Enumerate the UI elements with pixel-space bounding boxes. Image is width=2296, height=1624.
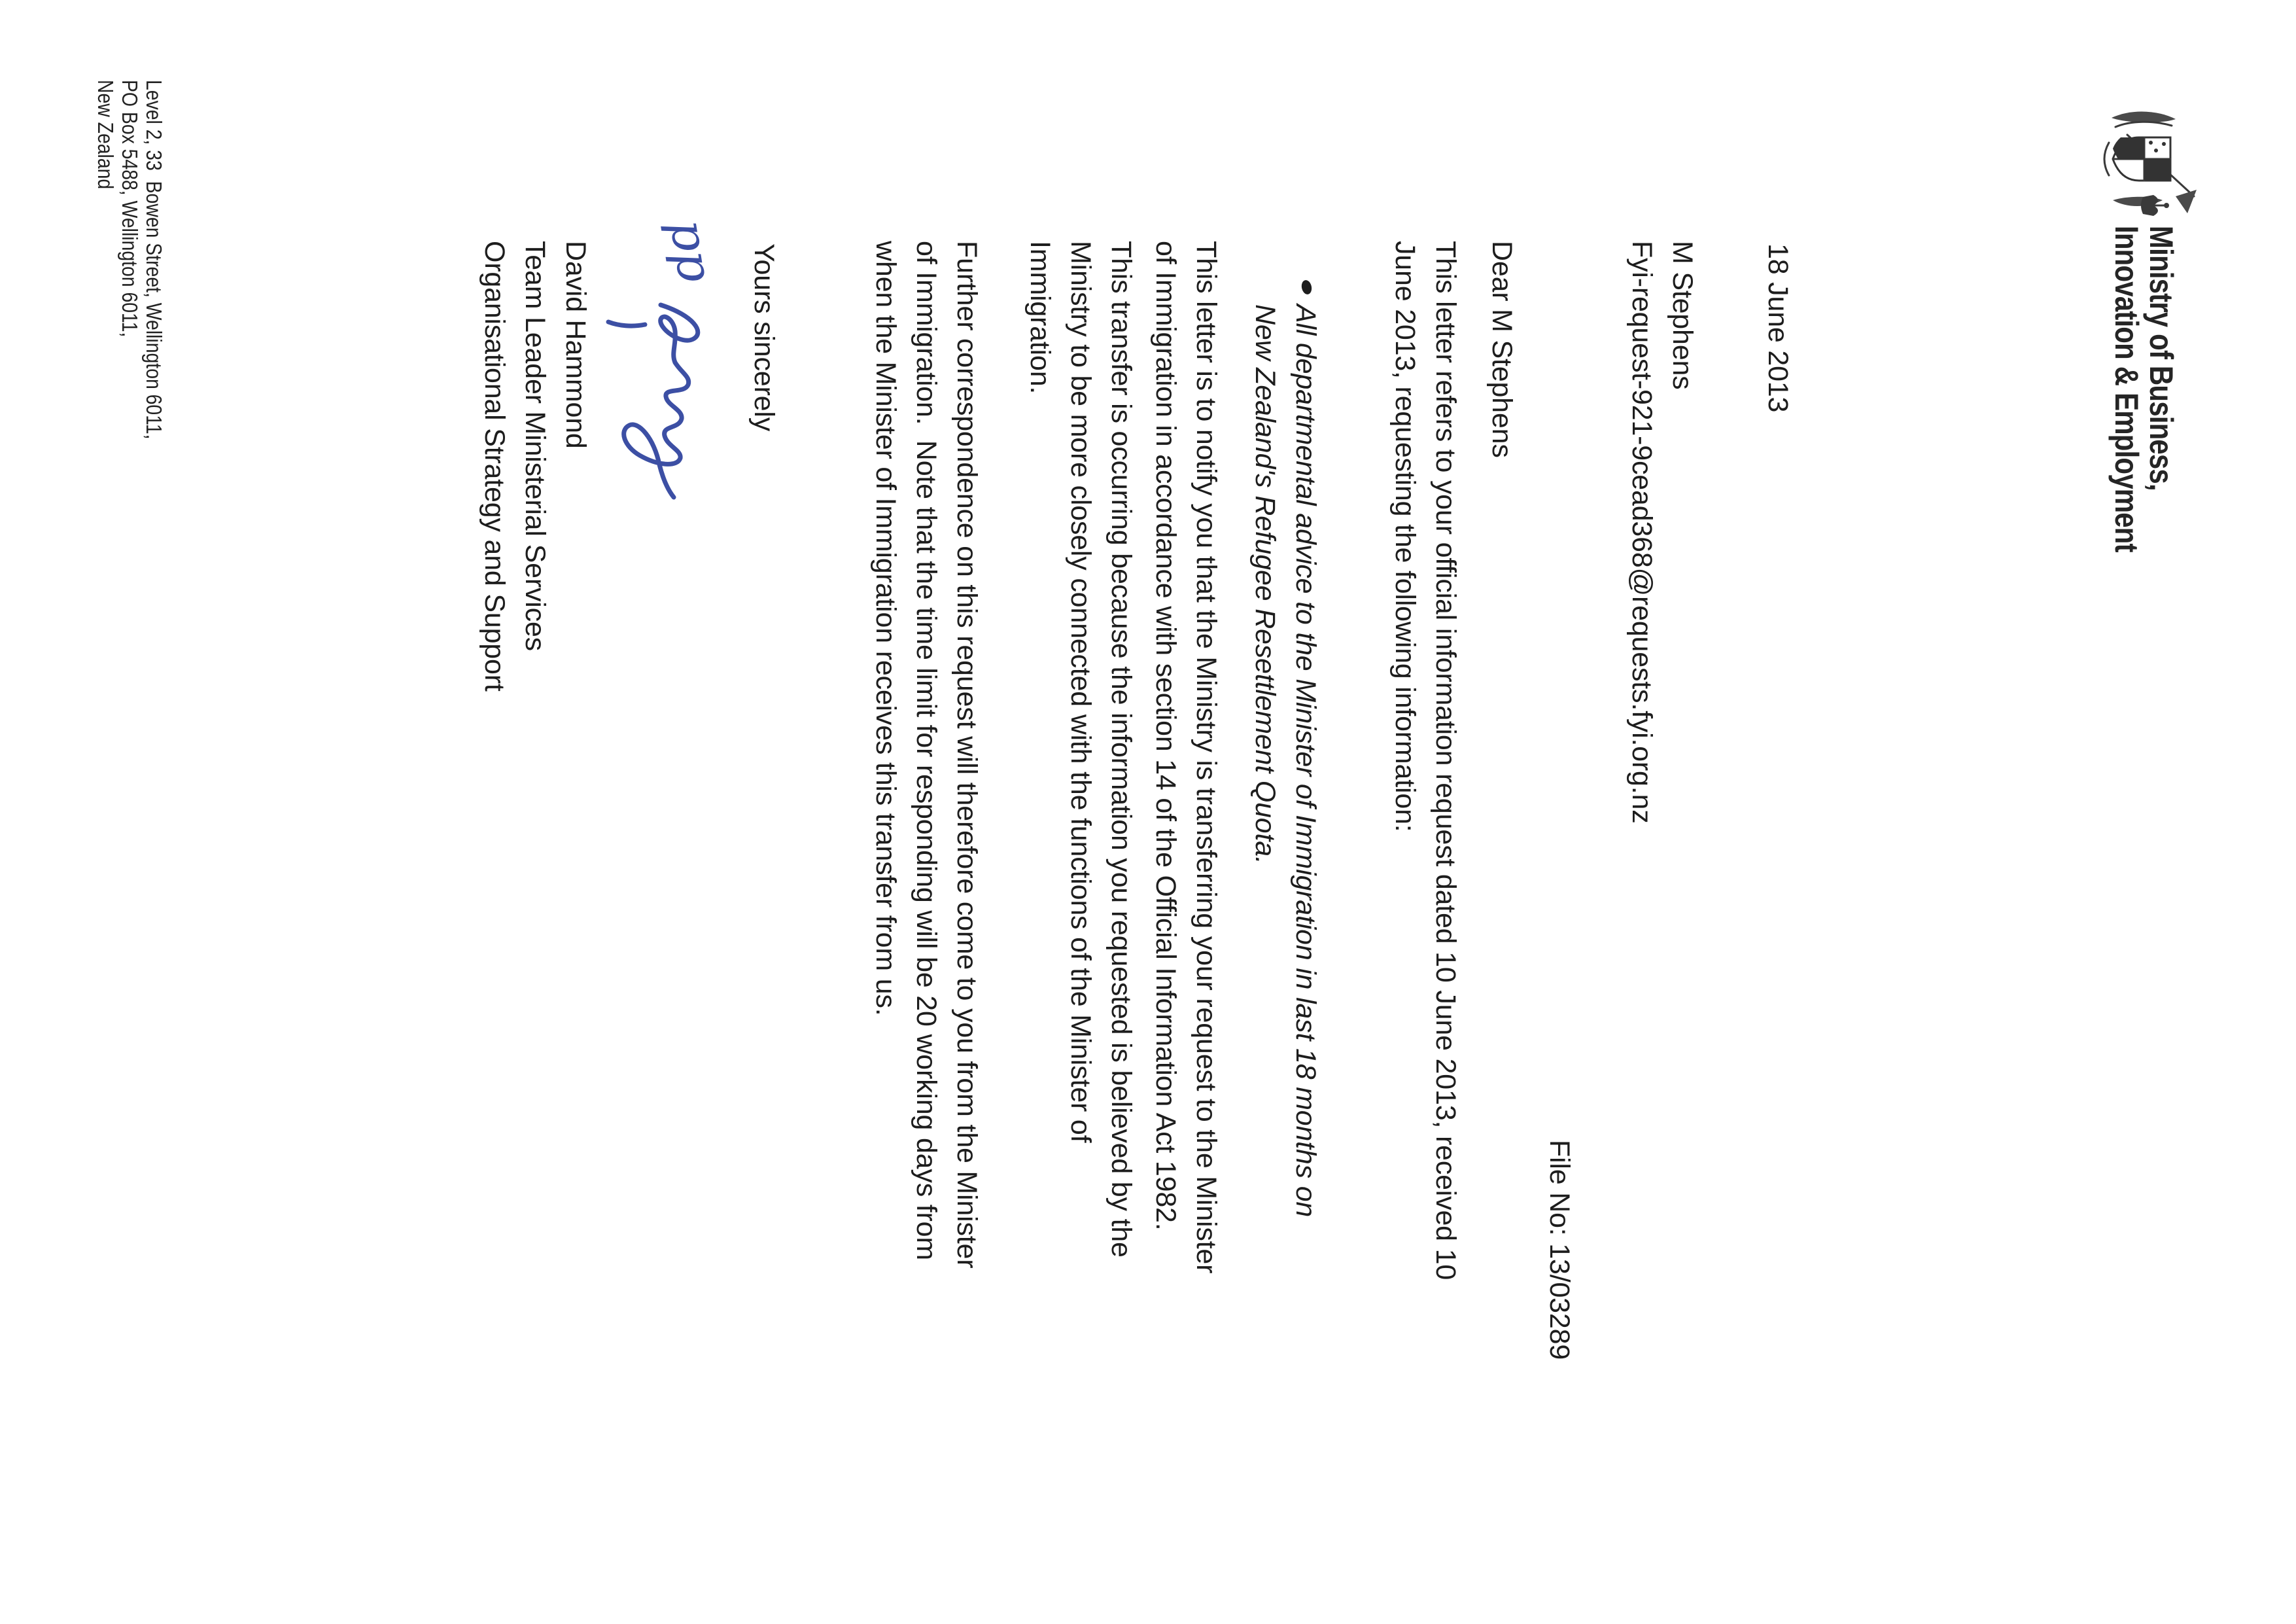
recipient-email: Fyi-request-921-9cead368@requests.fyi.org.nz	[1626, 241, 1658, 824]
bullet-icon	[1300, 279, 1313, 296]
footer-address-line-1: Level 2, 33 Bowen Street, Wellington 6011,	[142, 80, 166, 440]
paragraph-1-line-2: June 2013, requesting the following information:	[1389, 241, 1421, 832]
nz-coat-of-arms-icon	[2087, 97, 2204, 224]
paragraph-2-line-1: This letter is to notify you that the Ministry is transferring your request to the Minister	[1191, 241, 1222, 1274]
signatory-title-1: Team Leader Ministerial Services	[519, 241, 551, 651]
paragraph-4-line-3: when the Minister of Immigration receives this transfer from us.	[870, 241, 901, 1016]
letterhead-org-name	[2109, 226, 2178, 552]
paragraph-2-line-2: of Immigration in accordance with section 14 of the Official Information Act 1982.	[1150, 241, 1181, 1231]
paragraph-3-line-1: This transfer is occurring because the information you requested is believed by the	[1105, 241, 1137, 1258]
footer-address-line-2: PO Box 5488, Wellington 6011,	[118, 80, 142, 338]
letter-date: 18 June 2013	[1762, 243, 1794, 413]
salutation: Dear M Stephens	[1486, 241, 1518, 458]
file-number: File No: 13/03289	[1544, 1140, 1575, 1360]
paragraph-4-line-1: Further correspondence on this request will therefore come to you from the Minister	[951, 241, 983, 1269]
paragraph-4-line-2: of Immigration. Note that the time limit for responding will be 20 working days from	[911, 241, 942, 1260]
org-line2: Innovation & Employment	[2108, 226, 2145, 552]
paragraph-3-line-2: Ministry to be more closely connected with the functions of the Minister of	[1065, 241, 1096, 1143]
bullet-request-line-2: New Zealand's Refugee Resettlement Quota.	[1249, 304, 1281, 864]
signatory-title-2: Organisational Strategy and Support	[479, 241, 510, 692]
valediction: Yours sincerely	[748, 243, 780, 431]
signatory-name: David Hammond	[560, 241, 591, 449]
org-line1: Ministry of Business,	[2143, 226, 2180, 491]
paragraph-3-line-3: Immigration.	[1024, 241, 1056, 395]
handwritten-signature-icon	[593, 216, 723, 517]
paragraph-1-line-1: This letter refers to your official information request dated 10 June 2013, received 10	[1430, 241, 1461, 1280]
signature-pp-note: pp	[659, 215, 724, 286]
bullet-request-line-1: All departmental advice to the Minister of Immigration in last 18 months on	[1290, 304, 1321, 1218]
footer-address-line-3: New Zealand	[94, 80, 118, 190]
recipient-name: M Stephens	[1667, 241, 1698, 390]
